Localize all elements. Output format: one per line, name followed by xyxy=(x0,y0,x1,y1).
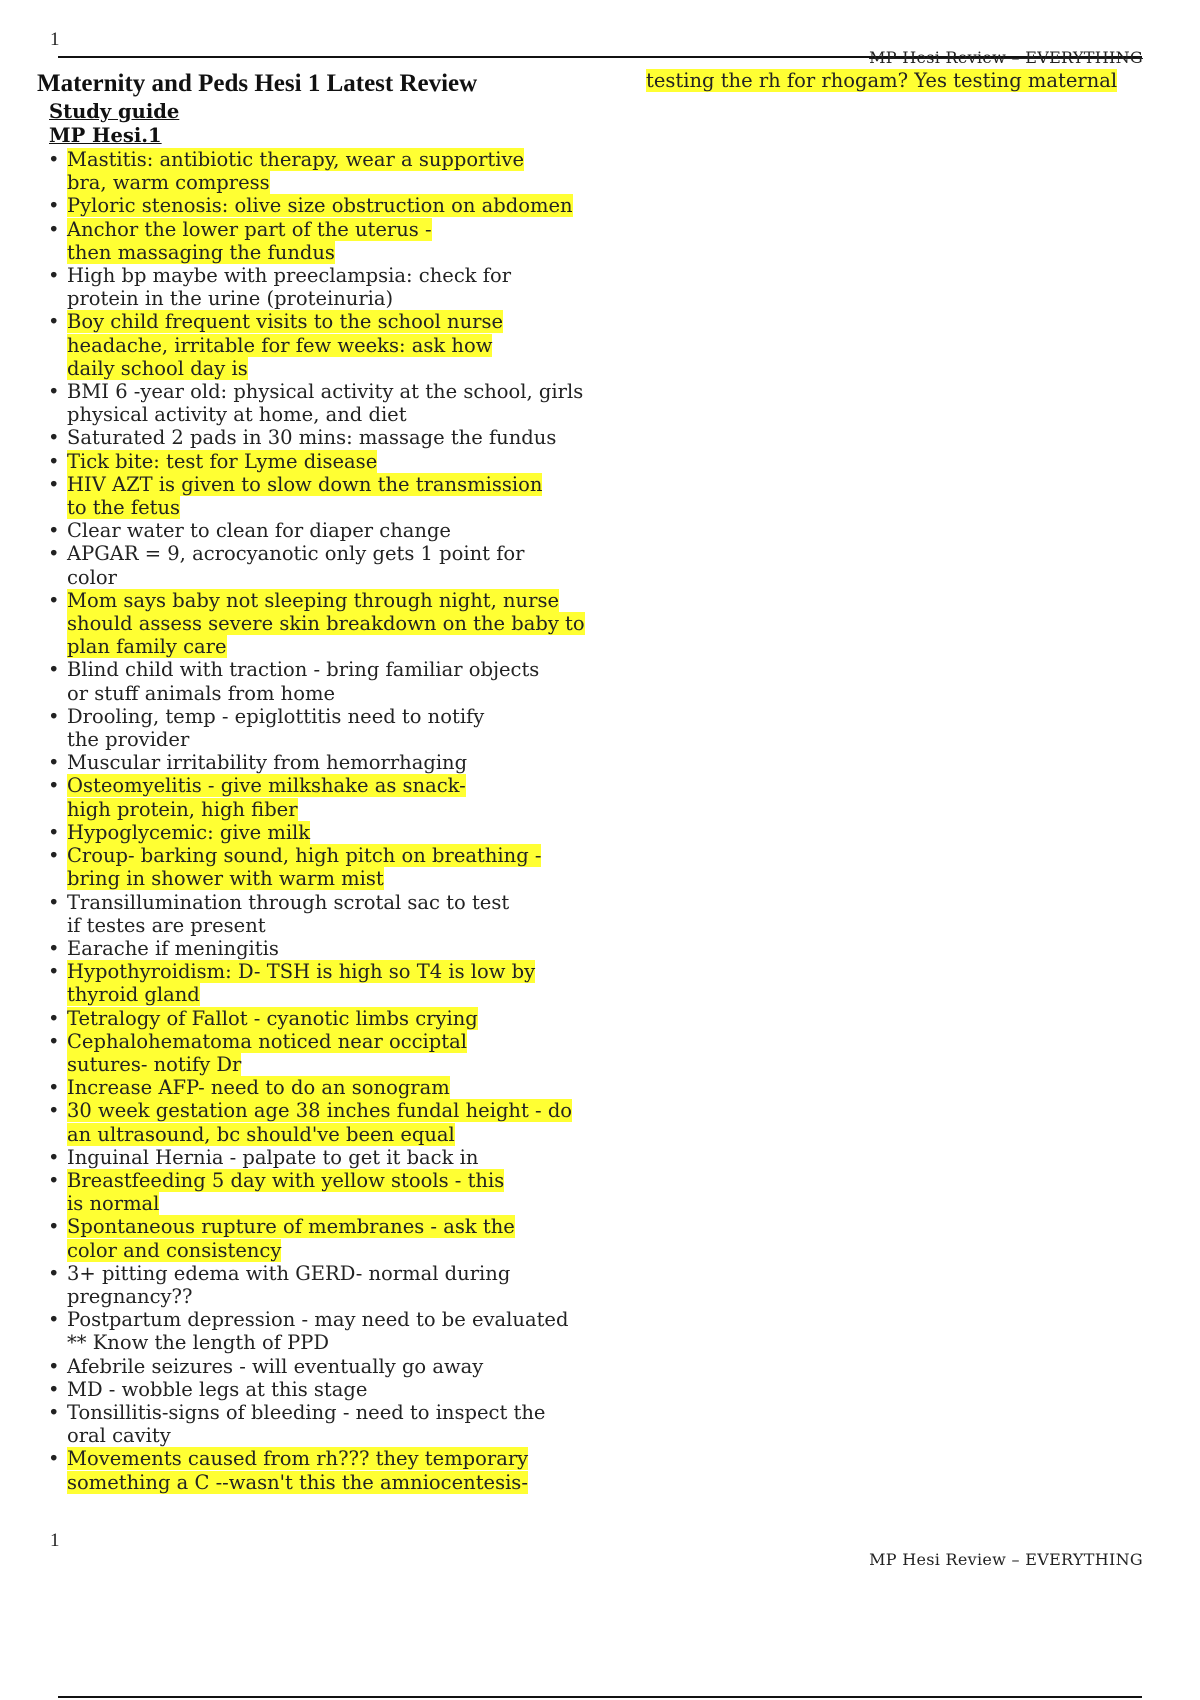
document-title: Maternity and Peds Hesi 1 Latest Review xyxy=(37,70,478,97)
note-line: ** Know the length of PPD xyxy=(67,1331,330,1355)
note-line: • Blind child with traction - bring familiar objects xyxy=(67,658,540,682)
note-item xyxy=(45,194,665,217)
note-item xyxy=(45,1447,665,1493)
note-line: • Drooling, temp - epiglottitis need to notify xyxy=(67,704,485,728)
running-header-top: MP Hesi Review – EVERYTHING xyxy=(869,48,1143,67)
note-line: • Hypothyroidism: D- TSH is high so T4 is low by xyxy=(67,960,536,984)
note-item xyxy=(45,844,665,890)
note-line: • Cephalohematoma noticed near occiptal xyxy=(67,1029,467,1053)
note-item xyxy=(45,264,665,310)
note-item xyxy=(45,310,665,380)
note-item xyxy=(45,148,665,194)
note-line: • Earache if meningitis xyxy=(67,936,279,960)
note-item xyxy=(45,1146,665,1169)
note-line: if testes are present xyxy=(67,913,266,937)
note-line: daily school day is xyxy=(67,356,248,380)
note-line: • Breastfeeding 5 day with yellow stools - this xyxy=(67,1168,505,1192)
note-line: • APGAR = 9, acrocyanotic only gets 1 point for xyxy=(67,542,525,566)
note-item xyxy=(45,1355,665,1378)
note-item xyxy=(45,1007,665,1030)
note-line: the provider xyxy=(67,728,190,752)
note-line: • Hypoglycemic: give milk xyxy=(67,820,311,844)
note-item xyxy=(45,705,665,751)
note-item xyxy=(45,774,665,820)
note-line: bring in shower with warm mist xyxy=(67,867,384,891)
note-item xyxy=(45,891,665,937)
note-item xyxy=(45,658,665,704)
note-item xyxy=(45,1169,665,1215)
note-item xyxy=(45,218,665,264)
note-line: pregnancy?? xyxy=(67,1284,193,1308)
note-line: oral cavity xyxy=(67,1424,171,1448)
note-line: • Osteomyelitis - give milkshake as snack- xyxy=(67,774,466,798)
note-line: high protein, high fiber xyxy=(67,797,298,821)
note-line: • Mom says baby not sleeping through night, nurse xyxy=(67,588,559,612)
note-line: • Tetralogy of Fallot - cyanotic limbs crying xyxy=(67,1006,478,1030)
note-line: should assess severe skin breakdown on the baby to xyxy=(67,612,585,636)
note-line: color xyxy=(67,565,117,589)
page-number-bottom: 1 xyxy=(50,1530,60,1551)
note-line: color and consistency xyxy=(67,1238,282,1262)
note-item xyxy=(45,1401,665,1447)
note-line: sutures- notify Dr xyxy=(67,1052,242,1076)
note-item xyxy=(45,473,665,519)
note-line: bra, warm compress xyxy=(67,171,270,195)
note-line: • Movements caused from rh??? they temporary xyxy=(67,1447,529,1471)
note-line: • Inguinal Hernia - palpate to get it back in xyxy=(67,1145,479,1169)
note-item xyxy=(45,960,665,1006)
note-line: then massaging the fundus xyxy=(67,240,335,264)
note-line: headache, irritable for few weeks: ask how xyxy=(67,333,493,357)
note-item xyxy=(45,1262,665,1308)
note-line: • Tick bite: test for Lyme disease xyxy=(67,449,378,473)
note-item xyxy=(45,821,665,844)
footer-rule xyxy=(58,1696,1142,1698)
note-line: physical activity at home, and diet xyxy=(67,403,407,427)
note-line: • 30 week gestation age 38 inches fundal height - do xyxy=(67,1099,573,1123)
note-line: • Spontaneous rupture of membranes - ask the xyxy=(67,1215,515,1239)
note-line: • High bp maybe with preeclampsia: check for xyxy=(67,264,512,288)
note-line: • Boy child frequent visits to the school nurse xyxy=(67,310,504,334)
note-line: • 3+ pitting edema with GERD- normal during xyxy=(67,1261,511,1285)
note-item xyxy=(45,1215,665,1261)
note-item xyxy=(45,1030,665,1076)
note-line: thyroid gland xyxy=(67,983,200,1007)
study-guide-heading: Study guide xyxy=(49,100,180,123)
note-line: • Pyloric stenosis: olive size obstruction on abdomen xyxy=(67,194,573,218)
note-item xyxy=(45,1099,665,1145)
running-header-bottom: MP Hesi Review – EVERYTHING xyxy=(869,1550,1143,1569)
note-line: • Postpartum depression - may need to be evaluated xyxy=(67,1308,569,1332)
note-line: • Muscular irritability from hemorrhaging xyxy=(67,751,468,775)
section-heading: MP Hesi.1 xyxy=(49,124,162,147)
note-line: protein in the urine (proteinuria) xyxy=(67,287,394,311)
note-line: • Saturated 2 pads in 30 mins: massage the fundus xyxy=(67,426,557,450)
note-item xyxy=(45,519,665,542)
note-line: • Croup- barking sound, high pitch on breathing - xyxy=(67,844,542,868)
notes-list xyxy=(45,148,665,1494)
page-number-top: 1 xyxy=(50,29,60,50)
note-item xyxy=(45,1308,665,1354)
top-right-note: testing the rh for rhogam? Yes testing maternal xyxy=(646,69,1118,92)
note-line: • MD - wobble legs at this stage xyxy=(67,1377,368,1401)
note-line: plan family care xyxy=(67,635,227,659)
note-line: or stuff animals from home xyxy=(67,681,335,705)
note-line: • Afebrile seizures - will eventually go away xyxy=(67,1354,484,1378)
note-item xyxy=(45,589,665,659)
note-item xyxy=(45,937,665,960)
note-item xyxy=(45,380,665,426)
note-line: an ultrasound, bc should've been equal xyxy=(67,1122,455,1146)
note-line: • Transillumination through scrotal sac to test xyxy=(67,890,510,914)
note-line: • Clear water to clean for diaper change xyxy=(67,519,451,543)
note-item xyxy=(45,751,665,774)
note-item xyxy=(45,542,665,588)
note-line: • Mastitis: antibiotic therapy, wear a supportive xyxy=(67,148,525,171)
note-line: to the fetus xyxy=(67,496,181,520)
note-item xyxy=(45,1378,665,1401)
note-line: • Anchor the lower part of the uterus - xyxy=(67,217,432,241)
note-line: • Tonsillitis-signs of bleeding - need to inspect the xyxy=(67,1400,546,1424)
note-line: something a C --wasn't this the amniocentesis- xyxy=(67,1470,528,1494)
note-line: • BMI 6 -year old: physical activity at the school, girls xyxy=(67,380,584,404)
note-item xyxy=(45,1076,665,1099)
note-line: • Increase AFP- need to do an sonogram xyxy=(67,1076,450,1100)
note-item xyxy=(45,426,665,449)
note-item xyxy=(45,450,665,473)
note-line: • HIV AZT is given to slow down the transmission xyxy=(67,472,543,496)
note-line: is normal xyxy=(67,1192,160,1216)
